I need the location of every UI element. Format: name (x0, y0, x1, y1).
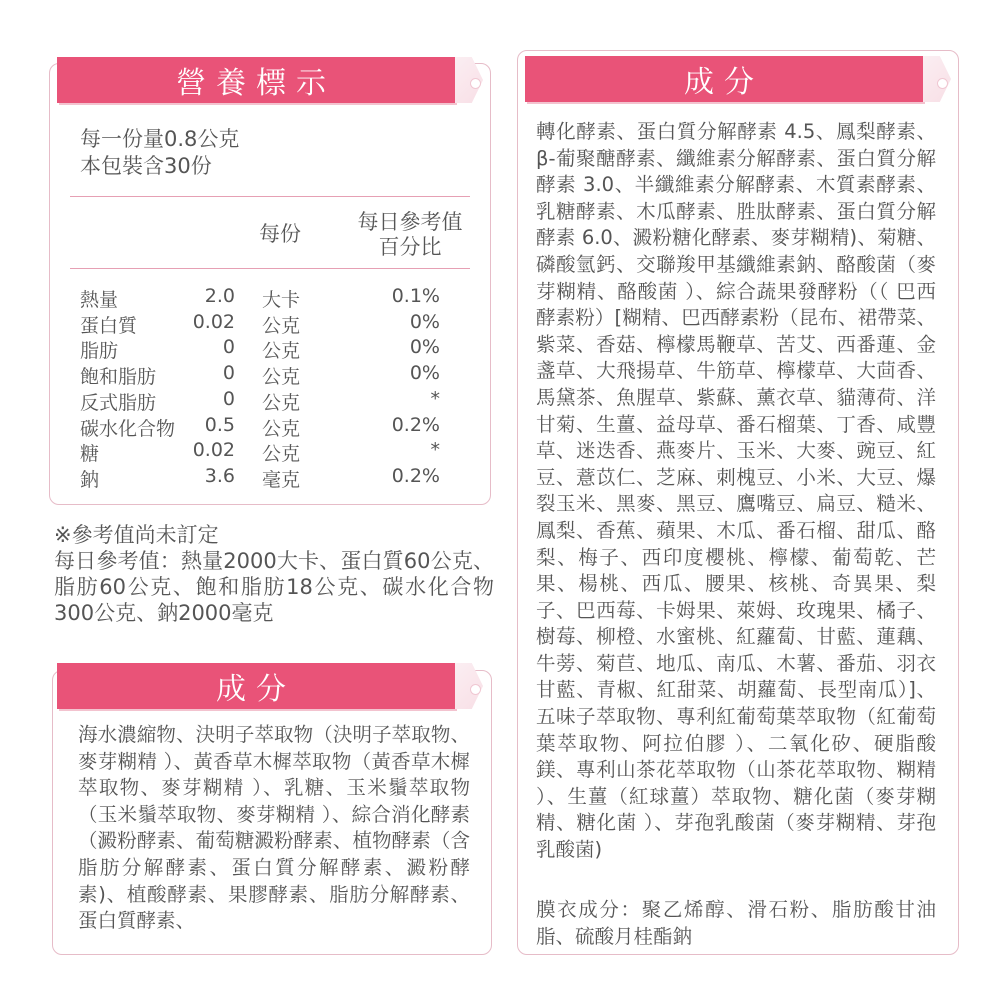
nutrient-daily-value: 0.2% (391, 413, 440, 436)
nutrient-amount: 0 (222, 336, 235, 359)
nutrient-name: 反式脂肪 (80, 391, 157, 414)
nutrient-daily-value: * (430, 387, 440, 410)
nutrient-unit: 大卡 (262, 289, 301, 311)
table-row (80, 414, 450, 439)
nutrient-name: 飽和脂肪 (80, 366, 157, 389)
nutrient-daily-value: * (430, 439, 440, 462)
nutrient-amount: 2.0 (204, 285, 235, 307)
nutrient-name: 碳水化合物 (80, 417, 176, 440)
note-block (54, 522, 494, 626)
ingredients-left-text: 海水濃縮物、決明子萃取物（決明子萃取物、麥芽糊精 ）、黃香草木樨萃取物（黃香草木樨萃取物、麥芽糊精 ）、乳糖、玉米鬚萃取物（玉米鬚萃取物、麥芽糊精 ）、綜合消化酵素（澱粉酵素、葡萄糖澱粉酵素、植物酵素（含脂肪分解酵素、蛋白質分解酵素、澱粉酵素)、植酸酵素、果膠酵素、脂肪分解酵素、蛋白質酵素、 (78, 723, 470, 933)
table-row (80, 311, 450, 336)
ingredients-right-title: 成分 (525, 56, 923, 102)
nutrient-daily-value: 0.1% (391, 285, 440, 307)
col-daily-line1: 每日參考值 (357, 210, 463, 234)
nutrient-unit: 公克 (262, 391, 301, 414)
nutrition-title: 營養標示 (57, 57, 455, 103)
nutrient-unit: 公克 (262, 417, 301, 440)
nutrient-name: 鈉 (80, 468, 100, 491)
table-row (80, 285, 450, 310)
nutrient-daily-value: 0% (409, 310, 440, 333)
nutrient-unit: 公克 (262, 366, 301, 389)
tab-dot (470, 684, 481, 695)
serving-info (80, 126, 239, 180)
nutrient-amount: 0.02 (192, 310, 235, 333)
nutrient-unit: 公克 (262, 443, 301, 466)
col-daily-line2: 百分比 (378, 235, 442, 259)
col-daily-value (340, 210, 480, 260)
divider-bottom (70, 268, 470, 269)
ingredients-left-title: 成分 (57, 663, 455, 709)
note-daily-reference: 每日參考值：熱量2000大卡、蛋白質60公克、脂肪60公克、飽和脂肪18公克、碳水化合物300公克、鈉2000毫克 (54, 549, 494, 625)
divider-top (70, 196, 470, 197)
table-row (80, 388, 450, 413)
nutrient-amount: 0.02 (192, 439, 235, 462)
nutrient-name: 熱量 (80, 289, 119, 311)
nutrient-name: 脂肪 (80, 340, 119, 363)
col-per-serving: 每份 (259, 222, 301, 246)
nutrient-unit: 毫克 (262, 468, 301, 491)
table-row (80, 439, 450, 464)
nutrient-daily-value: 0% (409, 362, 440, 385)
coating-text: 膜衣成分：聚乙烯醇、滑石粉、脂肪酸甘油脂、硫酸月桂酯鈉 (536, 898, 936, 948)
nutrient-daily-value: 0% (409, 336, 440, 359)
servings-per-package: 本包裝含30份 (80, 154, 212, 178)
nutrient-unit: 公克 (262, 340, 301, 363)
nutrient-amount: 0 (222, 387, 235, 410)
ingredients-right-text: 轉化酵素、蛋白質分解酵素 4.5、鳳梨酵素、β-葡聚醣酵素、纖維素分解酵素、蛋白質分解酵素 3.0、半纖維素分解酵素、木質素酵素、乳糖酵素、木瓜酵素、胜肽酵素、蛋白質分解酵素 6.0、澱粉糖化酵素、麥芽糊精)、菊糖、磷酸氫鈣、交聯羧甲基纖維素鈉、酪酸菌（麥芽糊精、酪酸菌 ）、綜合蔬果發酵粉（（ 巴西酵素粉）[糊精、巴西酵素粉（昆布、裙帶菜、紫菜、香菇、檸檬馬鞭草、苦艾、西番蓮、金盞草、大飛揚草、牛筋草、檸檬草、大茴香、馬黛茶、魚腥草、紫蘇、薰衣草、貓薄荷、洋甘菊、生薑、益母草、番石榴葉、丁香、咸豐草、迷迭香、燕麥片、玉米、大麥、豌豆、紅豆、薏苡仁、芝麻、刺槐豆、小米、大豆、爆裂玉米、黑麥、黑豆、鷹嘴豆、扁豆、糙米、鳳梨、香蕉、蘋果、木瓜、番石榴、甜瓜、酪梨、梅子、西印度櫻桃、檸檬、葡萄乾、芒果、楊桃、西瓜、腰果、核桃、奇異果、梨子、巴西莓、卡姆果、萊姆、玫瑰果、橘子、樹莓、柳橙、水蜜桃、紅蘿蔔、甘藍、蓮藕、牛蒡、菊苣、地瓜、南瓜、木薯、番茄、羽衣甘藍、青椒、紅甜菜、胡蘿蔔、長型南瓜）]、五味子萃取物、專利紅葡萄葉萃取物（紅葡萄葉萃取物、阿拉伯膠 ）、二氧化矽、硬脂酸鎂、專利山茶花萃取物（山茶花萃取物、糊精 ）、生薑（紅球薑）萃取物、糖化菌（麥芽糊精、糖化菌 ）、芽孢乳酸菌（麥芽糊精、芽孢乳酸菌) (536, 120, 936, 862)
table-row (80, 465, 450, 490)
nutrient-amount: 0 (222, 362, 235, 385)
nutrient-amount: 0.5 (204, 413, 235, 436)
nutrient-daily-value: 0.2% (391, 464, 440, 487)
serving-size: 每一份量0.8公克 (80, 127, 240, 151)
nutrient-name: 蛋白質 (80, 314, 138, 337)
tab-dot (470, 78, 481, 89)
nutrient-name: 糖 (80, 443, 100, 466)
note-undefined: ※參考值尚未訂定 (54, 523, 219, 547)
nutrient-unit: 公克 (262, 314, 301, 337)
tab-dot (937, 78, 948, 89)
table-row (80, 362, 450, 387)
table-row (80, 336, 450, 361)
nutrient-amount: 3.6 (204, 464, 235, 487)
